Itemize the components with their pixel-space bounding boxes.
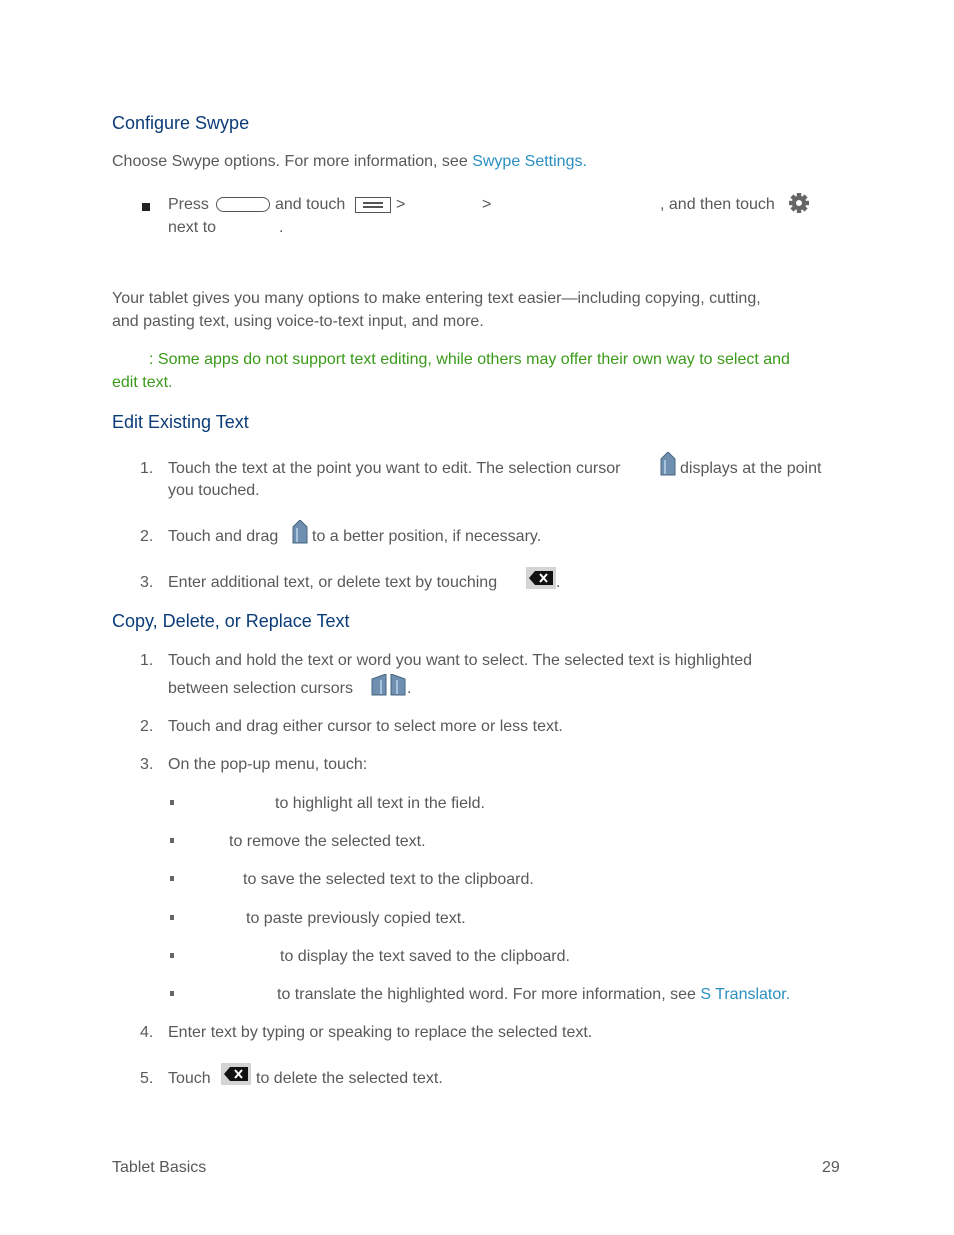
footer-page-number: 29 bbox=[822, 1159, 840, 1176]
edit-step-1-line2: you touched. bbox=[168, 482, 260, 499]
copy-delete-heading: Copy, Delete, or Replace Text bbox=[112, 611, 350, 631]
copy-step-4-text: Enter text by typing or speaking to replace the selected text. bbox=[168, 1024, 593, 1041]
menu-key-icon bbox=[355, 197, 391, 213]
copy-step-3-text: On the pop-up menu, touch: bbox=[168, 756, 368, 773]
edit-existing-heading: Edit Existing Text bbox=[112, 412, 249, 432]
copy-step-2-text: Touch and drag either cursor to select more or less text. bbox=[168, 718, 563, 735]
edit-step-1-after: displays at the point bbox=[680, 460, 822, 477]
copy-step-1-after: . bbox=[407, 680, 412, 697]
edit-step-3-after: . bbox=[556, 574, 561, 591]
bullet-small bbox=[170, 991, 174, 996]
bullet-small bbox=[170, 876, 174, 881]
step-gt-1: > bbox=[396, 196, 406, 213]
step-gt-2: > bbox=[482, 196, 492, 213]
edit-step-2-after: to a better position, if necessary. bbox=[312, 528, 542, 545]
step-then-touch: , and then touch bbox=[660, 196, 775, 213]
copy-step-3-num: 3. bbox=[140, 756, 154, 773]
menu-item-paste: to paste previously copied text. bbox=[246, 910, 466, 927]
menu-item-translate bbox=[277, 985, 790, 1005]
configure-intro-text: Choose Swype options. For more information, see bbox=[112, 153, 468, 170]
copy-step-2-num: 2. bbox=[140, 718, 154, 735]
menu-item-clipboard: to display the text saved to the clipboard. bbox=[280, 948, 570, 965]
bullet-small bbox=[170, 800, 174, 805]
edit-step-1-text: Touch the text at the point you want to edit. The selection cursor bbox=[168, 460, 621, 477]
menu-item-translate-text: to translate the highlighted word. For more information, see bbox=[277, 986, 696, 1003]
step-press: Press bbox=[168, 196, 209, 213]
selection-cursor-icon bbox=[292, 520, 308, 544]
delete-key-icon bbox=[526, 567, 556, 589]
editing-para-line1: Your tablet gives you many options to make entering text easier—including copying, cutting, bbox=[112, 290, 761, 307]
edit-step-1-num: 1. bbox=[140, 460, 154, 477]
s-translator-link[interactable]: S Translator. bbox=[700, 986, 791, 1003]
bullet-small bbox=[170, 915, 174, 920]
copy-step-1-line2: between selection cursors bbox=[168, 680, 353, 697]
bullet-square bbox=[142, 203, 150, 211]
menu-item-select-all: to highlight all text in the field. bbox=[275, 795, 485, 812]
selection-cursor-icon bbox=[660, 452, 676, 476]
editing-para-line2: and pasting text, using voice-to-text input, and more. bbox=[112, 313, 484, 330]
copy-step-5-after: to delete the selected text. bbox=[256, 1070, 443, 1087]
step-next-to: next to bbox=[168, 219, 217, 236]
step-and-touch: and touch bbox=[275, 196, 346, 213]
bullet-small bbox=[170, 838, 174, 843]
copy-step-1-num: 1. bbox=[140, 652, 154, 669]
configure-swype-heading: Configure Swype bbox=[112, 113, 250, 133]
copy-step-1-line1: Touch and hold the text or word you want to select. The selected text is highlighted bbox=[168, 652, 753, 669]
footer-section: Tablet Basics bbox=[112, 1159, 207, 1176]
edit-step-2-num: 2. bbox=[140, 528, 154, 545]
note-line1: : Some apps do not support text editing, while others may offer their own way to select and bbox=[149, 351, 790, 368]
edit-step-2-text: Touch and drag bbox=[168, 528, 279, 545]
swype-settings-link[interactable]: Swype Settings. bbox=[472, 153, 587, 170]
selection-cursors-icon bbox=[371, 674, 407, 696]
copy-step-5-text: Touch bbox=[168, 1070, 211, 1087]
menu-item-cut: to remove the selected text. bbox=[229, 833, 426, 850]
gear-icon bbox=[788, 192, 810, 214]
menu-item-copy: to save the selected text to the clipboard. bbox=[243, 871, 534, 888]
home-key-icon bbox=[216, 197, 270, 212]
copy-step-5-num: 5. bbox=[140, 1070, 154, 1087]
note-line2: edit text. bbox=[112, 374, 173, 391]
edit-step-3-num: 3. bbox=[140, 574, 154, 591]
bullet-small bbox=[170, 953, 174, 958]
delete-key-icon bbox=[221, 1063, 251, 1085]
edit-step-3-text: Enter additional text, or delete text by touching bbox=[168, 574, 498, 591]
copy-step-4-num: 4. bbox=[140, 1024, 154, 1041]
configure-intro bbox=[112, 152, 587, 172]
step-period: . bbox=[279, 219, 284, 236]
